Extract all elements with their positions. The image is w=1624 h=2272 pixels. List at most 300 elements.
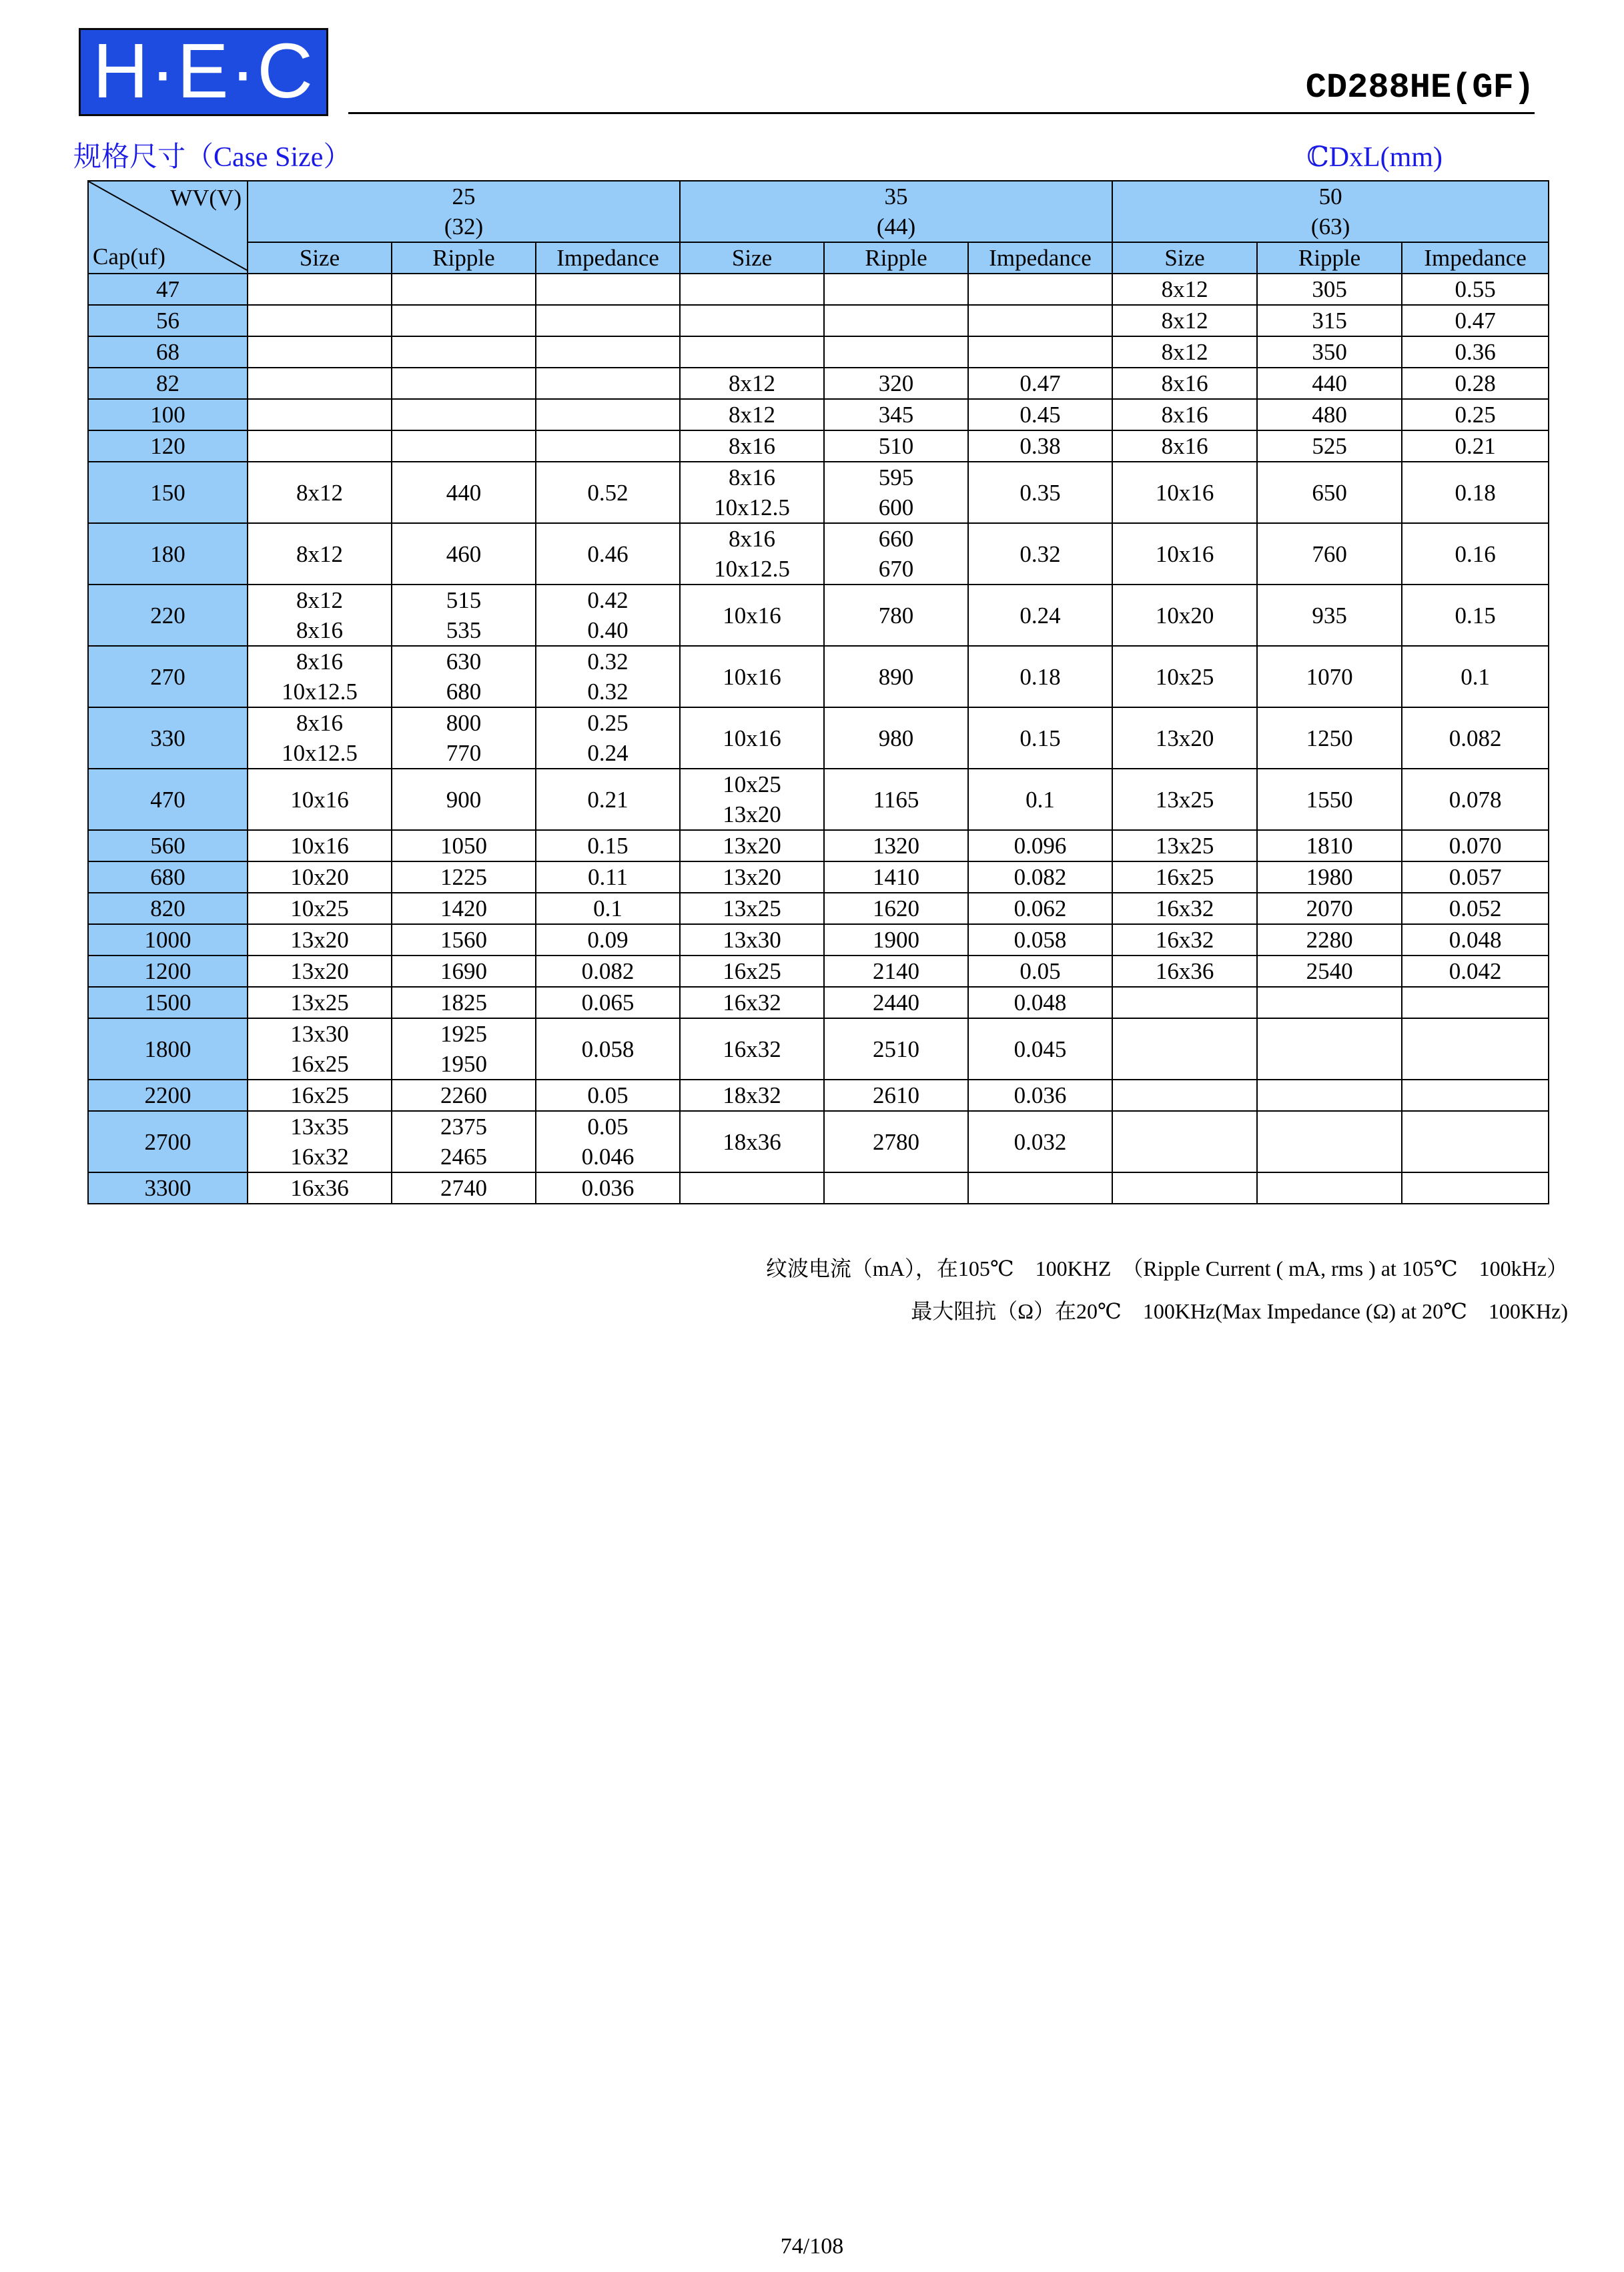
cell-size xyxy=(1112,523,1257,585)
cell-ripple xyxy=(392,646,536,707)
cell-line: 10x20 xyxy=(290,864,349,890)
cell-ripple xyxy=(824,523,968,585)
table-row xyxy=(88,1018,1549,1080)
cap-value: 1500 xyxy=(88,987,248,1018)
cell-line: 10x12.5 xyxy=(282,679,358,705)
unit-label: ℂDxL(mm) xyxy=(1306,142,1443,173)
cell-line: 315 xyxy=(1312,308,1347,334)
cell-line: 660 xyxy=(878,526,914,552)
cell-line: 0.21 xyxy=(587,786,629,813)
hec-logo: H·E·C xyxy=(79,28,328,116)
cap-value: 220 xyxy=(88,585,248,646)
cell-size xyxy=(1112,1080,1257,1111)
ripple-footnote: 纹波电流（mA），在105℃ 100KHZ （Ripple Current ( mA, rms ) at 105℃ 100kHz） xyxy=(765,1256,1568,1280)
cap-value: 68 xyxy=(88,336,248,368)
cell-line: 0.082 xyxy=(1013,864,1067,890)
cell-ripple xyxy=(1257,585,1402,646)
cell-ripple xyxy=(1257,1080,1402,1111)
cell-ripple xyxy=(1257,924,1402,956)
cell-impedance xyxy=(1402,1080,1549,1111)
cell-line: 480 xyxy=(1312,402,1347,428)
cell-size xyxy=(680,707,824,769)
cell-line: 2070 xyxy=(1306,895,1353,921)
cell-impedance xyxy=(1402,1018,1549,1080)
cell-impedance xyxy=(1402,987,1549,1018)
col-header-impedance: Impedance xyxy=(968,242,1112,274)
cell-size xyxy=(680,585,824,646)
cell-line: 13x25 xyxy=(290,990,349,1016)
cell-line: 630 xyxy=(446,649,482,675)
cell-line: 670 xyxy=(878,556,914,582)
cell-size xyxy=(680,274,824,305)
cell-size xyxy=(1112,430,1257,462)
cell-impedance xyxy=(536,1172,680,1204)
cell-line: 320 xyxy=(878,370,914,396)
cell-impedance xyxy=(1402,305,1549,336)
table-row xyxy=(88,336,1549,368)
cell-impedance xyxy=(968,274,1112,305)
cell-ripple xyxy=(392,523,536,585)
cell-ripple xyxy=(824,924,968,956)
cell-size xyxy=(1112,924,1257,956)
cell-line: 0.036 xyxy=(581,1175,635,1201)
cell-line: 0.048 xyxy=(1013,990,1067,1016)
cell-line: 680 xyxy=(446,679,482,705)
working-voltage: 35 xyxy=(884,183,908,210)
cell-ripple xyxy=(824,830,968,861)
cell-size xyxy=(680,523,824,585)
cap-value: 330 xyxy=(88,707,248,769)
cell-line: 13x20 xyxy=(290,958,349,984)
cell-line: 16x25 xyxy=(290,1082,349,1108)
voltage-header-25 xyxy=(248,181,680,242)
table-row xyxy=(88,830,1549,861)
cell-line: 0.065 xyxy=(581,990,635,1016)
cell-ripple xyxy=(824,399,968,430)
cell-line: 595 xyxy=(878,464,914,490)
cell-ripple xyxy=(392,399,536,430)
cell-line: 13x25 xyxy=(1155,786,1214,813)
cell-line: 8x12 xyxy=(296,587,343,613)
cell-impedance xyxy=(536,368,680,399)
cell-line: 13x20 xyxy=(290,927,349,953)
cell-size xyxy=(248,336,392,368)
cell-size xyxy=(1112,1172,1257,1204)
cell-size xyxy=(248,769,392,830)
cell-impedance xyxy=(1402,707,1549,769)
cell-size xyxy=(248,1172,392,1204)
cell-size xyxy=(1112,987,1257,1018)
table-row xyxy=(88,585,1549,646)
cell-ripple xyxy=(1257,1172,1402,1204)
surge-voltage: (32) xyxy=(444,214,484,240)
cell-impedance xyxy=(536,924,680,956)
section-title: 规格尺寸（Case Size） xyxy=(73,142,352,173)
cell-size xyxy=(248,523,392,585)
cell-line: 1560 xyxy=(440,927,487,953)
cell-impedance xyxy=(968,769,1112,830)
cell-ripple xyxy=(824,368,968,399)
cell-impedance xyxy=(536,585,680,646)
cell-line: 0.05 xyxy=(587,1082,629,1108)
cell-impedance xyxy=(536,769,680,830)
page-number: 74/108 xyxy=(780,2234,844,2259)
cell-line: 13x20 xyxy=(1155,725,1214,751)
cell-line: 1165 xyxy=(873,786,919,813)
cell-size xyxy=(1112,399,1257,430)
col-header-ripple: Ripple xyxy=(1257,242,1402,274)
cell-line: 305 xyxy=(1312,276,1347,302)
cell-line: 13x30 xyxy=(723,927,781,953)
cell-line: 8x12 xyxy=(1161,276,1208,302)
cell-size xyxy=(1112,830,1257,861)
cell-line: 2540 xyxy=(1306,958,1353,984)
cell-line: 8x16 xyxy=(1161,370,1208,396)
case-size-table xyxy=(87,180,1549,1204)
cell-size xyxy=(248,1111,392,1172)
cap-value: 82 xyxy=(88,368,248,399)
cell-line: 0.070 xyxy=(1449,833,1502,859)
cell-size xyxy=(248,1080,392,1111)
table-row xyxy=(88,523,1549,585)
cell-impedance xyxy=(968,830,1112,861)
cell-line: 0.09 xyxy=(587,927,629,953)
cell-ripple xyxy=(392,830,536,861)
corner-cap-label: Cap(uf) xyxy=(93,244,165,270)
cap-value: 120 xyxy=(88,430,248,462)
cell-line: 460 xyxy=(446,540,482,567)
cell-impedance xyxy=(1402,399,1549,430)
cell-line: 10x12.5 xyxy=(714,556,790,582)
cell-size xyxy=(248,830,392,861)
cell-ripple xyxy=(1257,1018,1402,1080)
cell-impedance xyxy=(968,430,1112,462)
cell-line: 0.046 xyxy=(581,1144,635,1170)
cell-ripple xyxy=(824,430,968,462)
cell-line: 0.048 xyxy=(1449,927,1502,953)
table-row xyxy=(88,368,1549,399)
cell-line: 440 xyxy=(1312,370,1347,396)
cell-line: 10x16 xyxy=(723,725,781,751)
cell-line: 13x25 xyxy=(1155,833,1214,859)
cell-size xyxy=(680,1018,824,1080)
cell-size xyxy=(680,1172,824,1204)
cell-line: 2510 xyxy=(873,1036,920,1062)
cell-size xyxy=(248,368,392,399)
cell-impedance xyxy=(536,956,680,987)
cell-line: 13x20 xyxy=(723,801,781,827)
cell-size xyxy=(680,987,824,1018)
cell-line: 8x12 xyxy=(1161,339,1208,365)
cell-line: 0.32 xyxy=(587,649,629,675)
cell-impedance xyxy=(536,987,680,1018)
cell-line: 10x16 xyxy=(290,833,349,859)
cell-line: 0.1 xyxy=(1026,786,1055,813)
cell-line: 10x20 xyxy=(1155,602,1214,629)
cell-line: 16x25 xyxy=(290,1051,349,1077)
cell-line: 1690 xyxy=(440,958,487,984)
cell-ripple xyxy=(392,1018,536,1080)
cell-line: 515 xyxy=(446,587,482,613)
cell-line: 8x16 xyxy=(296,710,343,736)
cell-ripple xyxy=(1257,305,1402,336)
cell-line: 2260 xyxy=(440,1082,487,1108)
cell-line: 1225 xyxy=(440,864,487,890)
cell-line: 0.32 xyxy=(1020,540,1061,567)
cell-line: 0.057 xyxy=(1449,864,1502,890)
cell-line: 0.15 xyxy=(1020,725,1061,751)
cell-line: 18x36 xyxy=(723,1128,781,1155)
cell-size xyxy=(680,1080,824,1111)
cell-line: 0.036 xyxy=(1013,1082,1067,1108)
cell-line: 1070 xyxy=(1306,663,1353,690)
cell-impedance xyxy=(536,707,680,769)
cell-line: 10x25 xyxy=(723,771,781,797)
cell-line: 1950 xyxy=(440,1051,487,1077)
cell-line: 0.058 xyxy=(1013,927,1067,953)
cell-impedance xyxy=(1402,1111,1549,1172)
cell-ripple xyxy=(824,646,968,707)
cell-ripple xyxy=(392,707,536,769)
cell-impedance xyxy=(968,462,1112,523)
cell-line: 1410 xyxy=(873,864,920,890)
cell-line: 0.40 xyxy=(587,617,629,643)
cell-line: 8x12 xyxy=(729,370,776,396)
cell-line: 0.24 xyxy=(587,740,629,766)
cell-line: 8x16 xyxy=(296,617,343,643)
cell-line: 770 xyxy=(446,740,482,766)
cell-ripple xyxy=(824,1172,968,1204)
cell-size xyxy=(1112,462,1257,523)
cell-line: 16x32 xyxy=(290,1144,349,1170)
cell-ripple xyxy=(824,585,968,646)
working-voltage: 25 xyxy=(452,183,476,210)
cell-line: 935 xyxy=(1312,602,1347,629)
table-row xyxy=(88,399,1549,430)
cell-impedance xyxy=(1402,924,1549,956)
cell-line: 0.096 xyxy=(1013,833,1067,859)
cell-impedance xyxy=(968,523,1112,585)
cap-value: 1200 xyxy=(88,956,248,987)
cell-ripple xyxy=(824,336,968,368)
cell-line: 10x16 xyxy=(290,786,349,813)
cell-line: 350 xyxy=(1312,339,1347,365)
cell-line: 13x20 xyxy=(723,864,781,890)
cell-size xyxy=(248,305,392,336)
table-row xyxy=(88,1172,1549,1204)
cell-ripple xyxy=(1257,399,1402,430)
cap-value: 56 xyxy=(88,305,248,336)
cap-value: 680 xyxy=(88,861,248,893)
cell-line: 0.052 xyxy=(1449,895,1502,921)
cell-ripple xyxy=(1257,861,1402,893)
cell-line: 16x32 xyxy=(1155,927,1214,953)
cell-line: 13x25 xyxy=(723,895,781,921)
cell-ripple xyxy=(824,769,968,830)
cell-size xyxy=(248,987,392,1018)
cell-impedance xyxy=(1402,274,1549,305)
cap-value: 100 xyxy=(88,399,248,430)
cell-impedance xyxy=(968,585,1112,646)
cell-line: 0.36 xyxy=(1455,339,1496,365)
table-row xyxy=(88,769,1549,830)
cell-line: 0.062 xyxy=(1013,895,1067,921)
cell-ripple xyxy=(392,987,536,1018)
cell-impedance xyxy=(1402,861,1549,893)
cell-line: 8x16 xyxy=(1161,402,1208,428)
cell-impedance xyxy=(968,368,1112,399)
cell-size xyxy=(248,707,392,769)
cell-line: 2740 xyxy=(440,1175,487,1201)
cell-line: 10x12.5 xyxy=(282,740,358,766)
cell-ripple xyxy=(824,1018,968,1080)
cell-line: 1250 xyxy=(1306,725,1353,751)
cell-line: 2780 xyxy=(873,1128,920,1155)
table-row xyxy=(88,646,1549,707)
cell-line: 0.045 xyxy=(1013,1036,1067,1062)
cell-size xyxy=(248,585,392,646)
cell-ripple xyxy=(1257,769,1402,830)
impedance-footnote: 最大阻抗（Ω）在20℃ 100KHz(Max Impedance (Ω) at 20℃ 100KHz) xyxy=(911,1299,1568,1323)
cell-line: 0.38 xyxy=(1020,433,1061,459)
cell-line: 10x16 xyxy=(723,602,781,629)
cell-line: 600 xyxy=(878,494,914,520)
cell-line: 0.42 xyxy=(587,587,629,613)
cell-line: 16x36 xyxy=(290,1175,349,1201)
cell-ripple xyxy=(392,1111,536,1172)
cell-ripple xyxy=(392,585,536,646)
cell-impedance xyxy=(536,523,680,585)
cell-impedance xyxy=(536,861,680,893)
cell-line: 8x16 xyxy=(729,464,776,490)
cell-impedance xyxy=(1402,585,1549,646)
cell-line: 650 xyxy=(1312,479,1347,506)
cell-size xyxy=(248,924,392,956)
cell-ripple xyxy=(1257,523,1402,585)
cell-ripple xyxy=(392,305,536,336)
cell-impedance xyxy=(536,1080,680,1111)
cell-line: 0.18 xyxy=(1455,479,1496,506)
cell-line: 0.47 xyxy=(1455,308,1496,334)
cell-impedance xyxy=(968,924,1112,956)
cell-size xyxy=(1112,861,1257,893)
cap-value: 2700 xyxy=(88,1111,248,1172)
cell-impedance xyxy=(1402,368,1549,399)
cell-impedance xyxy=(536,646,680,707)
cell-ripple xyxy=(1257,707,1402,769)
cell-size xyxy=(680,399,824,430)
table-row xyxy=(88,987,1549,1018)
cell-impedance xyxy=(968,646,1112,707)
cell-line: 0.05 xyxy=(1020,958,1061,984)
surge-voltage: (44) xyxy=(876,214,916,240)
cell-impedance xyxy=(968,956,1112,987)
cell-line: 535 xyxy=(446,617,482,643)
cell-line: 18x32 xyxy=(723,1082,781,1108)
cell-line: 0.082 xyxy=(1449,725,1502,751)
cell-size xyxy=(248,893,392,924)
cell-line: 16x25 xyxy=(723,958,781,984)
cell-line: 2280 xyxy=(1306,927,1353,953)
cell-ripple xyxy=(392,893,536,924)
cell-ripple xyxy=(824,956,968,987)
cell-size xyxy=(680,646,824,707)
cell-line: 0.16 xyxy=(1455,540,1496,567)
cell-line: 1320 xyxy=(873,833,920,859)
cell-size xyxy=(1112,274,1257,305)
cell-size xyxy=(248,646,392,707)
cell-impedance xyxy=(968,893,1112,924)
table-row xyxy=(88,893,1549,924)
cell-impedance xyxy=(1402,523,1549,585)
cell-impedance xyxy=(968,987,1112,1018)
table-row xyxy=(88,430,1549,462)
cell-impedance xyxy=(536,336,680,368)
cell-impedance xyxy=(968,336,1112,368)
table-row xyxy=(88,707,1549,769)
cell-size xyxy=(248,861,392,893)
cell-line: 0.11 xyxy=(588,864,628,890)
cell-impedance xyxy=(536,893,680,924)
table-row xyxy=(88,1111,1549,1172)
cell-size xyxy=(1112,769,1257,830)
cell-impedance xyxy=(536,1018,680,1080)
cap-value: 820 xyxy=(88,893,248,924)
cell-ripple xyxy=(1257,336,1402,368)
cell-line: 10x12.5 xyxy=(714,494,790,520)
cell-line: 0.058 xyxy=(581,1036,635,1062)
cell-line: 0.21 xyxy=(1455,433,1496,459)
cell-size xyxy=(248,956,392,987)
cell-size xyxy=(248,399,392,430)
cell-size xyxy=(1112,956,1257,987)
cell-line: 1550 xyxy=(1306,786,1353,813)
cell-line: 1620 xyxy=(873,895,920,921)
cell-line: 2375 xyxy=(440,1114,487,1140)
cell-size xyxy=(248,462,392,523)
cell-line: 2140 xyxy=(873,958,920,984)
cell-impedance xyxy=(536,430,680,462)
cell-line: 0.55 xyxy=(1455,276,1496,302)
cap-value: 2200 xyxy=(88,1080,248,1111)
cell-impedance xyxy=(1402,336,1549,368)
cell-line: 0.47 xyxy=(1020,370,1061,396)
cell-ripple xyxy=(392,274,536,305)
cell-line: 0.25 xyxy=(1455,402,1496,428)
cell-line: 16x32 xyxy=(723,1036,781,1062)
cell-size xyxy=(1112,893,1257,924)
cap-value: 1000 xyxy=(88,924,248,956)
cell-line: 0.15 xyxy=(1455,602,1496,629)
table-corner-header xyxy=(88,181,248,274)
cell-ripple xyxy=(1257,462,1402,523)
cell-ripple xyxy=(392,430,536,462)
cell-line: 13x35 xyxy=(290,1114,349,1140)
cell-size xyxy=(680,769,824,830)
col-header-size: Size xyxy=(680,242,824,274)
cell-ripple xyxy=(392,1172,536,1204)
cell-size xyxy=(1112,1018,1257,1080)
cell-size xyxy=(680,430,824,462)
cell-line: 0.28 xyxy=(1455,370,1496,396)
cell-line: 13x20 xyxy=(723,833,781,859)
cell-line: 440 xyxy=(446,479,482,506)
cell-line: 0.1 xyxy=(593,895,623,921)
cell-ripple xyxy=(1257,956,1402,987)
cell-impedance xyxy=(536,462,680,523)
cell-impedance xyxy=(968,1172,1112,1204)
cell-impedance xyxy=(1402,956,1549,987)
